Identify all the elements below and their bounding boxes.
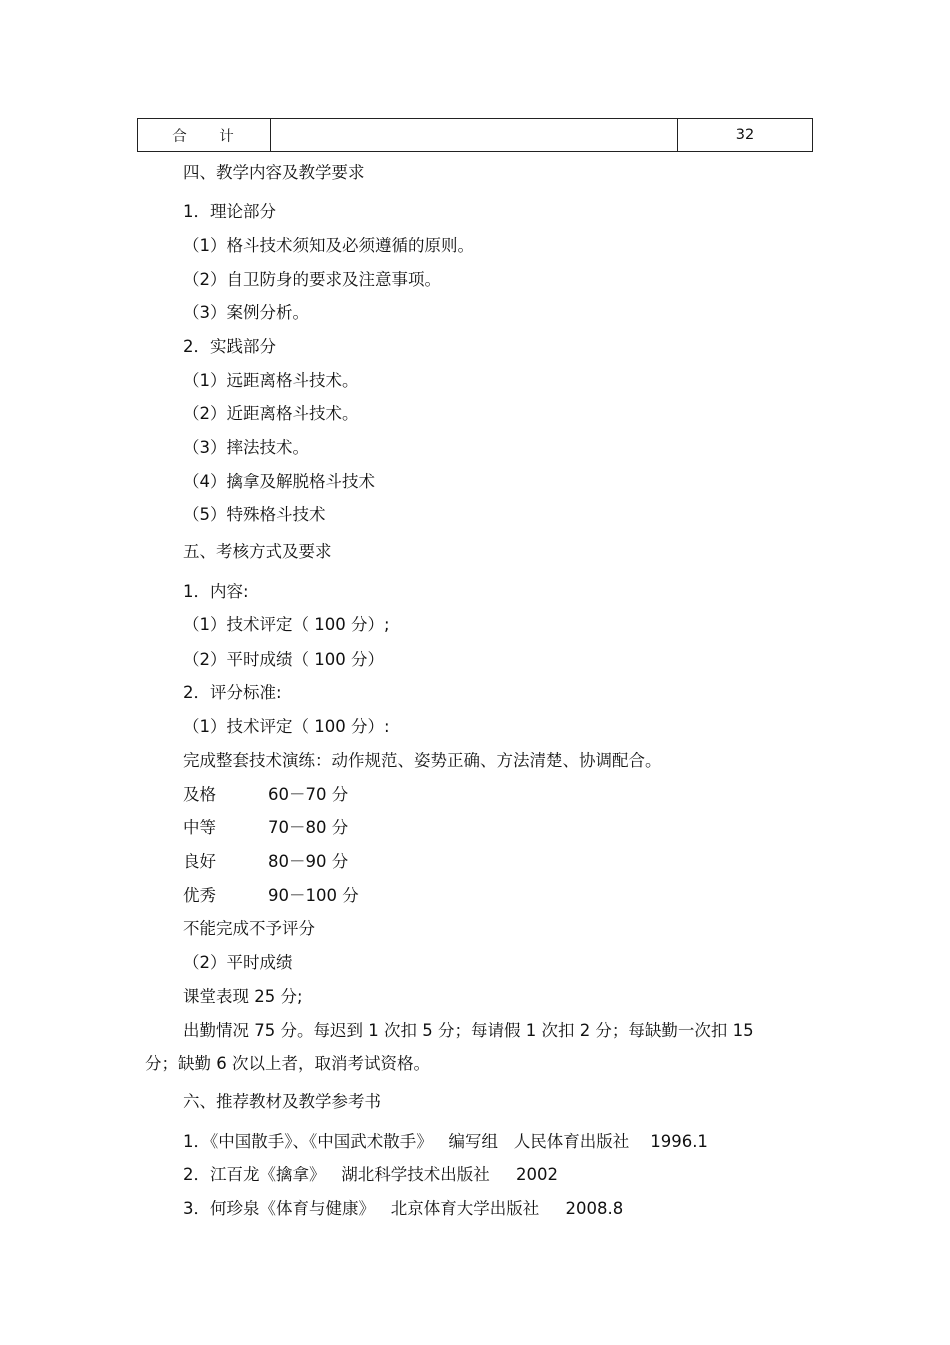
section-5-title: 五、考核方式及要求: [183, 542, 332, 561]
total-label-cell: 合 计: [138, 119, 271, 151]
theory-heading: 1．理论部分: [183, 202, 276, 221]
practice-item: （4）擒拿及解脱格斗技术: [183, 472, 375, 491]
section-6-title: 六、推荐教材及教学参考书: [183, 1092, 381, 1111]
standard-heading: 2．评分标准:: [183, 683, 282, 702]
reference-item: 3．何珍泉《体育与健康》 北京体育大学出版社 2008.8: [183, 1199, 624, 1218]
content-heading: 1．内容:: [183, 582, 249, 601]
summary-table: [137, 118, 813, 152]
content-item: （1）技术评定（ 100 分）;: [183, 615, 390, 634]
reference-item: 2．江百龙《擒拿》 湖北科学技术出版社 2002: [183, 1165, 558, 1184]
tech-eval-desc: 完成整套技术演练：动作规范、姿势正确、方法清楚、协调配合。: [183, 751, 662, 770]
grade-range: 60－70 分: [268, 785, 349, 804]
tech-eval-heading: （1）技术评定（ 100 分）:: [183, 717, 390, 736]
empty-cell: [271, 119, 678, 151]
attendance-line-2: 分；缺勤 6 次以上者，取消考试资格。: [145, 1054, 430, 1073]
usual-score-heading: （2）平时成绩: [183, 953, 293, 972]
practice-item: （2）近距离格斗技术。: [183, 404, 359, 423]
practice-item: （1）远距离格斗技术。: [183, 371, 359, 390]
reference-item: 1．《中国散手》、《中国武术散手》 编写组 人民体育出版社 1996.1: [183, 1132, 708, 1151]
grade-range: 70－80 分: [268, 818, 349, 837]
grade-label: 良好: [183, 852, 216, 871]
grade-range: 80－90 分: [268, 852, 349, 871]
section-4-title: 四、教学内容及教学要求: [183, 163, 365, 182]
fail-note: 不能完成不予评分: [183, 919, 315, 938]
theory-item: （3）案例分析。: [183, 303, 309, 322]
practice-item: （5）特殊格斗技术: [183, 505, 326, 524]
theory-item: （1）格斗技术须知及必须遵循的原则。: [183, 236, 474, 255]
grade-label: 及格: [183, 785, 216, 804]
total-hours-cell: 32: [735, 127, 755, 143]
attendance-line-1: 出勤情况 75 分。每迟到 1 次扣 5 分；每请假 1 次扣 2 分；每缺勤一次扣 15: [183, 1021, 754, 1040]
theory-item: （2）自卫防身的要求及注意事项。: [183, 270, 441, 289]
grade-label: 中等: [183, 818, 216, 837]
grade-label: 优秀: [183, 886, 216, 905]
grade-range: 90－100 分: [268, 886, 359, 905]
practice-item: （3）摔法技术。: [183, 438, 309, 457]
content-item: （2）平时成绩（ 100 分）: [183, 650, 384, 669]
practice-heading: 2．实践部分: [183, 337, 276, 356]
class-performance: 课堂表现 25 分;: [183, 987, 303, 1006]
